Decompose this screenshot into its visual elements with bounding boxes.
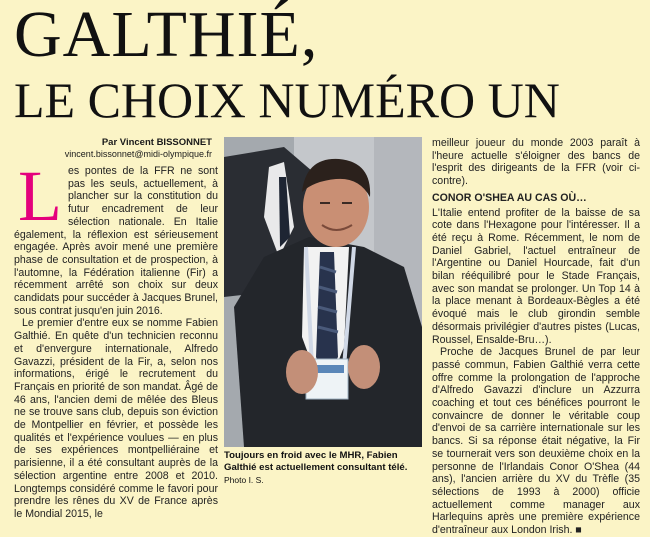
photo-credit: Photo I. S. <box>224 475 264 485</box>
dropcap: L <box>18 156 62 236</box>
paragraph: es pontes de la FFR ne sont pas les seuls, actuellement, à plancher sur la constitution du futur encadrement de leur sélection nationale. En Italie également, la réflexion est sérieusement engagée. Après avoir mené une première phase de consultation et de prospection, à l'automne, la Fédération italienne (Fir) a récemment arrêté son choix sur deux candidats pour succéder à Jacques Brunel, sous contrat jusqu'en juin 2016. <box>14 165 218 317</box>
subhead: LE CHOIX NUMÉRO UN <box>14 72 560 128</box>
photo-caption <box>224 450 428 487</box>
paragraph: meilleur joueur du monde 2003 paraît à l'heure actuelle s'éloigner des bancs de l'esprit des dirigeants de la FFR (voir ci-contre). <box>432 137 640 188</box>
photo-illustration <box>224 137 422 447</box>
paragraph: Le premier d'entre eux se nomme Fabien Galthié. En quête d'un technicien reconnu et d'envergure internationale, Alfredo Gavazzi, président de la Fir, a, selon nos informations, érigé le recrutement du Français en priorité de son mandat. Âgé de 46 ans, l'ancien demi de mêlée des Bleus ne se trouve sans club, depuis son éviction de Montpellier en février, et possède les qualités et l'expérience voulues — en plus de ses expériences montpelliéraine et parisienne, il a été consultant auprès de la sélection argentine entre 2008 et 2010. Longtemps considéré comme le favori pour prendre les rênes du XV de France après le Mondial 2015, le <box>14 317 218 520</box>
article-column-1 <box>14 156 218 520</box>
article-column-2 <box>432 137 640 537</box>
author-email: vincent.bissonnet@midi-olympique.fr <box>64 149 212 159</box>
byline: Par Vincent BISSONNET <box>101 137 212 148</box>
caption-text: Toujours en froid avec le MHR, Fabien Galthié est actuellement consultant télé. <box>224 450 408 473</box>
paragraph: L'Italie entend profiter de la baisse de sa cote dans l'Hexagone pour l'intéresser. Il a été reçu à Rome. Récemment, le nom de Daniel Gabriel, l'actuel entraîneur de l'Argentine ou Daniel Hourcade, fait d'un bilan rééquilibré pour le Stade Français, avec son mandat se prolonger. Un Top 14 à la place menant à Bordeaux-Bègles a été évoqué mais le club girondin semble désormais privilégier d'autres pistes (Lucas, Roussel, Ensalde-Bru…). <box>432 206 640 346</box>
section-title: CONOR O'SHEA AU CAS OÙ… <box>432 191 587 204</box>
headline: GALTHIÉ, <box>14 0 319 71</box>
paragraph: Proche de Jacques Brunel de par leur passé commun, Fabien Galthié verra cette offre comme la prolongation de l'approche d'Alfredo Gavazzi d'inclure un Azzurra coaching et tout ces bénéfices pourront le convaincre de donner le véritable coup d'envoi de sa carrière internationale sur les bancs. Si sa réponse était négative, la Fir se tournerait vers son deuxième choix en la personne de l'Irlandais Conor O'Shea (44 ans), l'ancien arrière du XV du Trèfle (35 sélections de 1993 à 2000) officie actuellement comme manager aux Harlequins après une première expérience d'entraîneur aux London Irish. ■ <box>432 346 640 537</box>
photo-fabien-galthie <box>224 137 422 447</box>
